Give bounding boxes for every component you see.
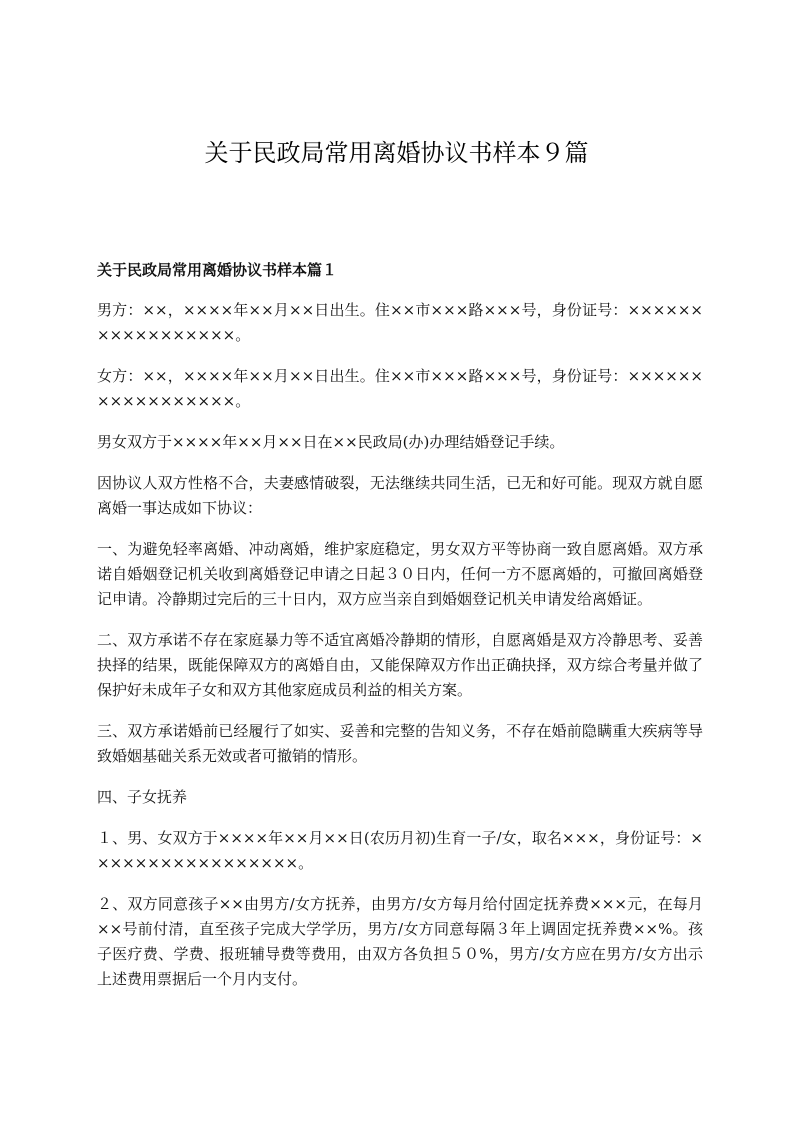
- paragraph-clause-four-heading: 四、子女抚养: [97, 788, 188, 806]
- paragraph-marriage-registration: 男女双方于××××年××月××日在××民政局(办)办理结婚登记手续。: [97, 433, 565, 451]
- document-body: [97, 258, 703, 1008]
- paragraph-child-birth-info: １、男、女双方于××××年××月××日(农历月初)生育一子/女，取名×××，身份证号：×××××××××××××××××。: [97, 829, 703, 872]
- paragraph-clause-one: 一、为避免轻率离婚、冲动离婚，维护家庭稳定，男女双方平等协商一致自愿离婚。双方承诺自婚姻登记机关收到离婚登记申请之日起３０日内，任何一方不愿离婚的，可撤回离婚登记申请。冷静期过完后的三十日内，双方应当亲自到婚姻登记机关申请发给离婚证。: [97, 540, 703, 608]
- paragraph-clause-three: 三、双方承诺婚前已经履行了如实、妥善和完整的告知义务，不存在婚前隐瞒重大疾病等导致婚姻基础关系无效或者可撤销的情形。: [97, 722, 703, 765]
- section-heading: 关于民政局常用离婚协议书样本篇１: [97, 261, 338, 279]
- document-title: 关于民政局常用离婚协议书样本９篇: [204, 139, 589, 167]
- paragraph-wife-info: 女方：××，××××年××月××日出生。住××市×××路×××号，身份证号：×××××××××××××××××。: [97, 367, 703, 410]
- paragraph-clause-two: 二、双方承诺不存在家庭暴力等不适宜离婚冷静期的情形，自愿离婚是双方冷静思考、妥善抉择的结果，既能保障双方的离婚自由，又能保障双方作出正确抉择，双方综合考量并做了保护好未成年子女和双方其他家庭成员利益的相关方案。: [97, 631, 703, 699]
- paragraph-child-support: ２、双方同意孩子××由男方/女方抚养，由男方/女方每月给付固定抚养费×××元，在每月××号前付清，直至孩子完成大学学历，男方/女方同意每隔３年上调固定抚养费××%。孩子医疗费、学费、报班辅导费等费用，由双方各负担５０%，男方/女方应在男方/女方出示上述费用票据后一个月内支付。: [97, 895, 703, 988]
- paragraph-husband-info: 男方：××，××××年××月××日出生。住××市×××路×××号，身份证号：×××××××××××××××××。: [97, 301, 703, 344]
- paragraph-divorce-reason: 因协议人双方性格不合，夫妻感情破裂，无法继续共同生活，已无和好可能。现双方就自愿离婚一事达成如下协议：: [97, 474, 703, 517]
